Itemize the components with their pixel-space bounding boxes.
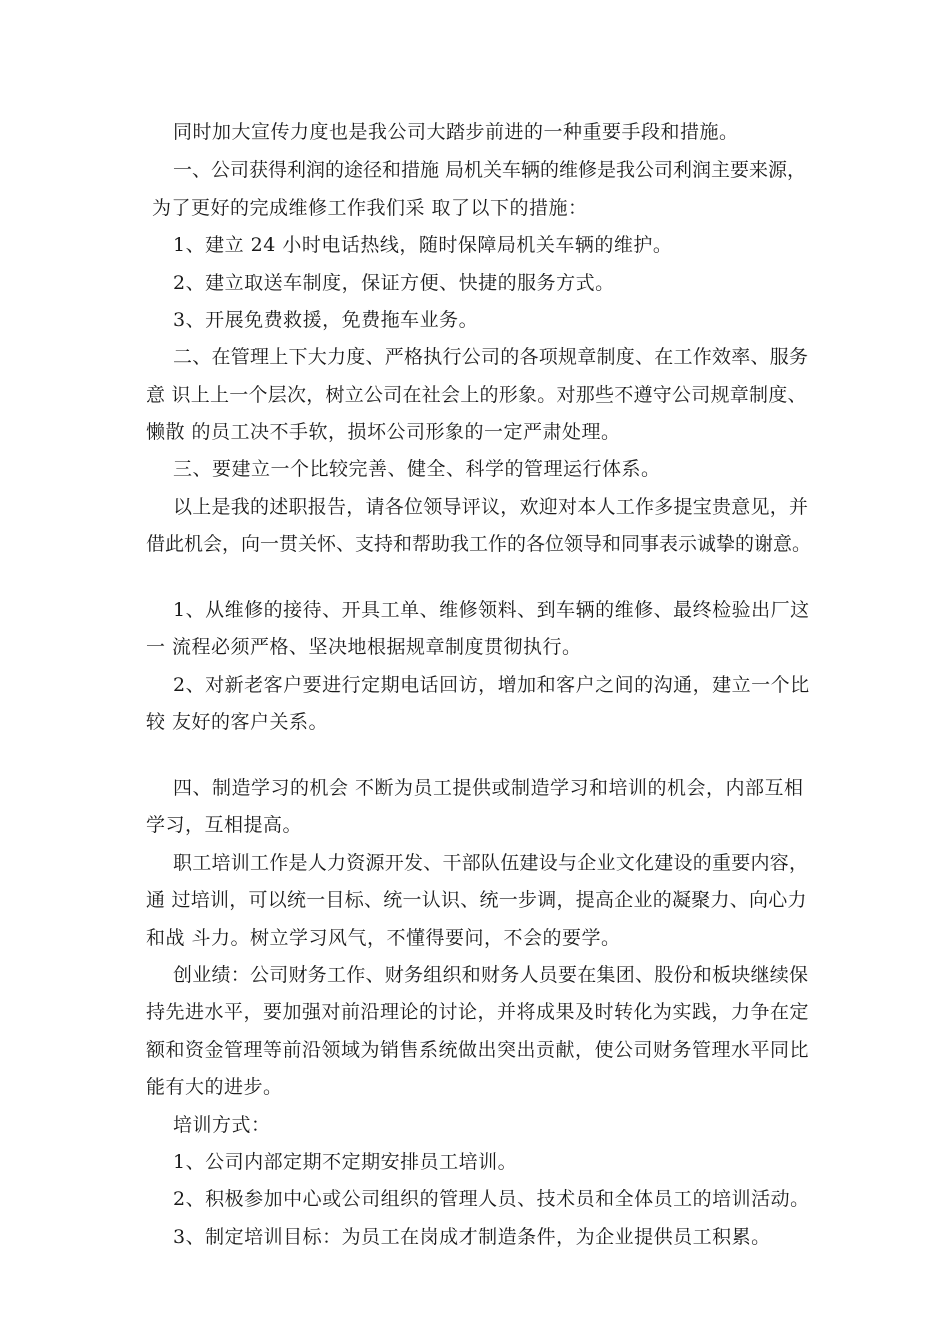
- text-line: 2、建立取送车制度，保证方便、快捷的服务方式。: [173, 272, 615, 294]
- text-line: 2、积极参加中心或公司组织的管理人员、技术员和全体员工的培训活动。: [173, 1188, 810, 1210]
- text-line: 二、在管理上下大力度、严格执行公司的各项规章制度、在工作效率、服务: [173, 346, 809, 368]
- text-line: 意 识上上一个层次，树立公司在社会上的形象。对那些不遵守公司规章制度、: [146, 384, 807, 406]
- text-line: 借此机会，向一贯关怀、支持和帮助我工作的各位领导和同事表示诚挚的谢意。: [146, 533, 812, 555]
- text-line: 1、建立 24 小时电话热线，随时保障局机关车辆的维护。: [173, 234, 673, 256]
- text-line: 能有大的进步。: [146, 1076, 283, 1098]
- text-line: 为了更好的完成维修工作我们采 取了以下的措施：: [152, 197, 588, 219]
- text-line: 和战 斗力。树立学习风气，不懂得要问，不会的要学。: [146, 927, 621, 949]
- text-line: 职工培训工作是人力资源开发、干部队伍建设与企业文化建设的重要内容，: [173, 852, 809, 874]
- text-line: 2、对新老客户要进行定期电话回访，增加和客户之间的沟通，建立一个比: [173, 674, 810, 696]
- text-line: 一、公司获得利润的途径和措施 局机关车辆的维修是我公司利润主要来源，: [173, 159, 807, 181]
- text-line: 3、制定培训目标：为员工在岗成才制造条件，为企业提供员工积累。: [173, 1226, 771, 1248]
- text-line: 3、开展免费救援，免费拖车业务。: [173, 309, 479, 331]
- text-line: 创业绩：公司财务工作、财务组织和财务人员要在集团、股份和板块继续保: [173, 964, 809, 986]
- text-line: 以上是我的述职报告，请各位领导评议，欢迎对本人工作多提宝贵意见，并: [173, 496, 809, 518]
- text-line: 一 流程必须严格、坚决地根据规章制度贯彻执行。: [146, 636, 582, 658]
- text-line: 1、公司内部定期不定期安排员工培训。: [173, 1151, 518, 1173]
- text-line: 学习，互相提高。: [146, 814, 303, 836]
- text-line: 四、制造学习的机会 不断为员工提供或制造学习和培训的机会，内部互相: [173, 777, 804, 799]
- text-line: 持先进水平，要加强对前沿理论的讨论，并将成果及时转化为实践，力争在定: [146, 1001, 810, 1023]
- text-line: 较 友好的客户关系。: [146, 711, 329, 733]
- text-line: 懒散 的员工决不手软，损坏公司形象的一定严肃处理。: [146, 421, 621, 443]
- text-line: 额和资金管理等前沿领域为销售系统做出突出贡献，使公司财务管理水平同比: [146, 1039, 810, 1061]
- text-line: 培训方式：: [173, 1114, 271, 1136]
- text-line: 1、从维修的接待、开具工单、维修领料、到车辆的维修、最终检验出厂这: [173, 599, 810, 621]
- text-line: 通 过培训，可以统一目标、统一认识、统一步调，提高企业的凝聚力、向心力: [146, 889, 807, 911]
- text-line: 同时加大宣传力度也是我公司大踏步前进的一种重要手段和措施。: [173, 121, 739, 143]
- text-line: 三、要建立一个比较完善、健全、科学的管理运行体系。: [173, 458, 661, 480]
